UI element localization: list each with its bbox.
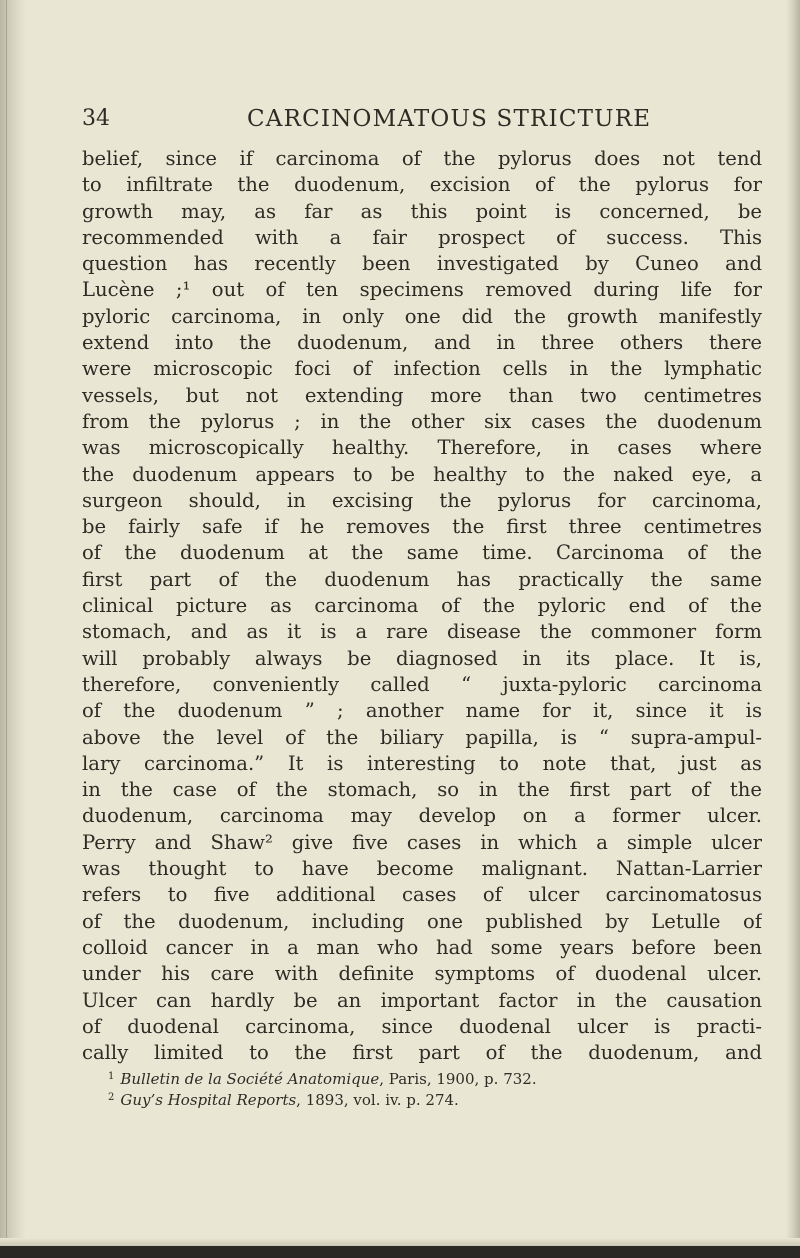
text-line: therefore, conveniently called “ juxta-pyloric carcinoma: [82, 672, 762, 696]
text-line: Ulcer can hardly be an important factor in the causation: [82, 988, 762, 1012]
text-line: to infiltrate the duodenum, excision of the pylorus for: [82, 173, 762, 197]
text-line: lary carcinoma.” It is interesting to note that, just as: [82, 751, 762, 775]
footnote-citation: , Paris, 1900, p. 732.: [379, 1070, 537, 1088]
page-number: 34: [82, 106, 110, 131]
text-line: of the duodenum at the same time. Carcinoma of the: [82, 541, 762, 565]
footnote-marker: 2: [108, 1092, 115, 1103]
bottom-scan-border: [0, 1246, 800, 1258]
text-line: surgeon should, in excising the pylorus for carcinoma,: [82, 488, 762, 512]
footnote: [108, 1066, 758, 1087]
text-line: pyloric carcinoma, in only one did the growth manifestly: [82, 304, 762, 328]
page-binding-shadow: [0, 0, 26, 1258]
text-line: was microscopically healthy. Therefore, in cases where: [82, 436, 762, 460]
text-line: be fairly safe if he removes the first three centimetres: [82, 515, 762, 539]
text-line: of the duodenum ” ; another name for it, since it is: [82, 699, 762, 723]
text-line: above the level of the biliary papilla, is “ supra-ampul-: [82, 725, 762, 749]
text-line: stomach, and as it is a rare disease the commoner form: [82, 620, 762, 644]
page-edge-shadow: [786, 0, 800, 1258]
text-line: were microscopic foci of infection cells in the lymphatic: [82, 357, 762, 381]
text-line: growth may, as far as this point is concerned, be: [82, 199, 762, 223]
text-line: extend into the duodenum, and in three others there: [82, 331, 762, 355]
footnotes: [108, 1066, 758, 1108]
bottom-shadow: [0, 1238, 800, 1246]
text-line: of duodenal carcinoma, since duodenal ulcer is practi-: [82, 1014, 762, 1038]
text-line: from the pylorus ; in the other six cases the duodenum: [82, 409, 762, 433]
text-line: duodenum, carcinoma may develop on a former ulcer.: [82, 804, 762, 828]
footnote: [108, 1087, 758, 1108]
text-line: Perry and Shaw² give five cases in which a simple ulcer: [82, 830, 762, 854]
text-line: refers to five additional cases of ulcer carcinomatosus: [82, 883, 762, 907]
footnote-source-title: Guy’s Hospital Reports: [120, 1091, 297, 1109]
footnote-citation: , 1893, vol. iv. p. 274.: [296, 1091, 459, 1109]
body-paragraph: [82, 146, 762, 1066]
text-line: cally limited to the first part of the duodenum, and: [82, 1041, 762, 1065]
text-line: colloid cancer in a man who had some years before been: [82, 935, 762, 959]
footnote-marker: 1: [108, 1071, 115, 1082]
text-line: in the case of the stomach, so in the first part of the: [82, 778, 762, 802]
text-line: question has recently been investigated by Cuneo and: [82, 252, 762, 276]
running-title: CARCINOMATOUS STRICTURE: [247, 106, 652, 132]
text-line: Lucène ;¹ out of ten specimens removed during life for: [82, 278, 762, 302]
text-line: the duodenum appears to be healthy to the naked eye, a: [82, 462, 762, 486]
text-line: recommended with a fair prospect of success. This: [82, 225, 762, 249]
text-line: vessels, but not extending more than two centimetres: [82, 383, 762, 407]
text-line: of the duodenum, including one published by Letulle of: [82, 909, 762, 933]
running-header: [82, 106, 762, 138]
footnote-source-title: Bulletin de la Société Anatomique: [120, 1070, 380, 1088]
text-line: under his care with definite symptoms of duodenal ulcer.: [82, 962, 762, 986]
text-line: was thought to have become malignant. Nattan-Larrier: [82, 857, 762, 881]
text-line: first part of the duodenum has practically the same: [82, 567, 762, 591]
text-line: clinical picture as carcinoma of the pyloric end of the: [82, 594, 762, 618]
text-line: will probably always be diagnosed in its place. It is,: [82, 646, 762, 670]
text-line: belief, since if carcinoma of the pylorus does not tend: [82, 147, 762, 170]
